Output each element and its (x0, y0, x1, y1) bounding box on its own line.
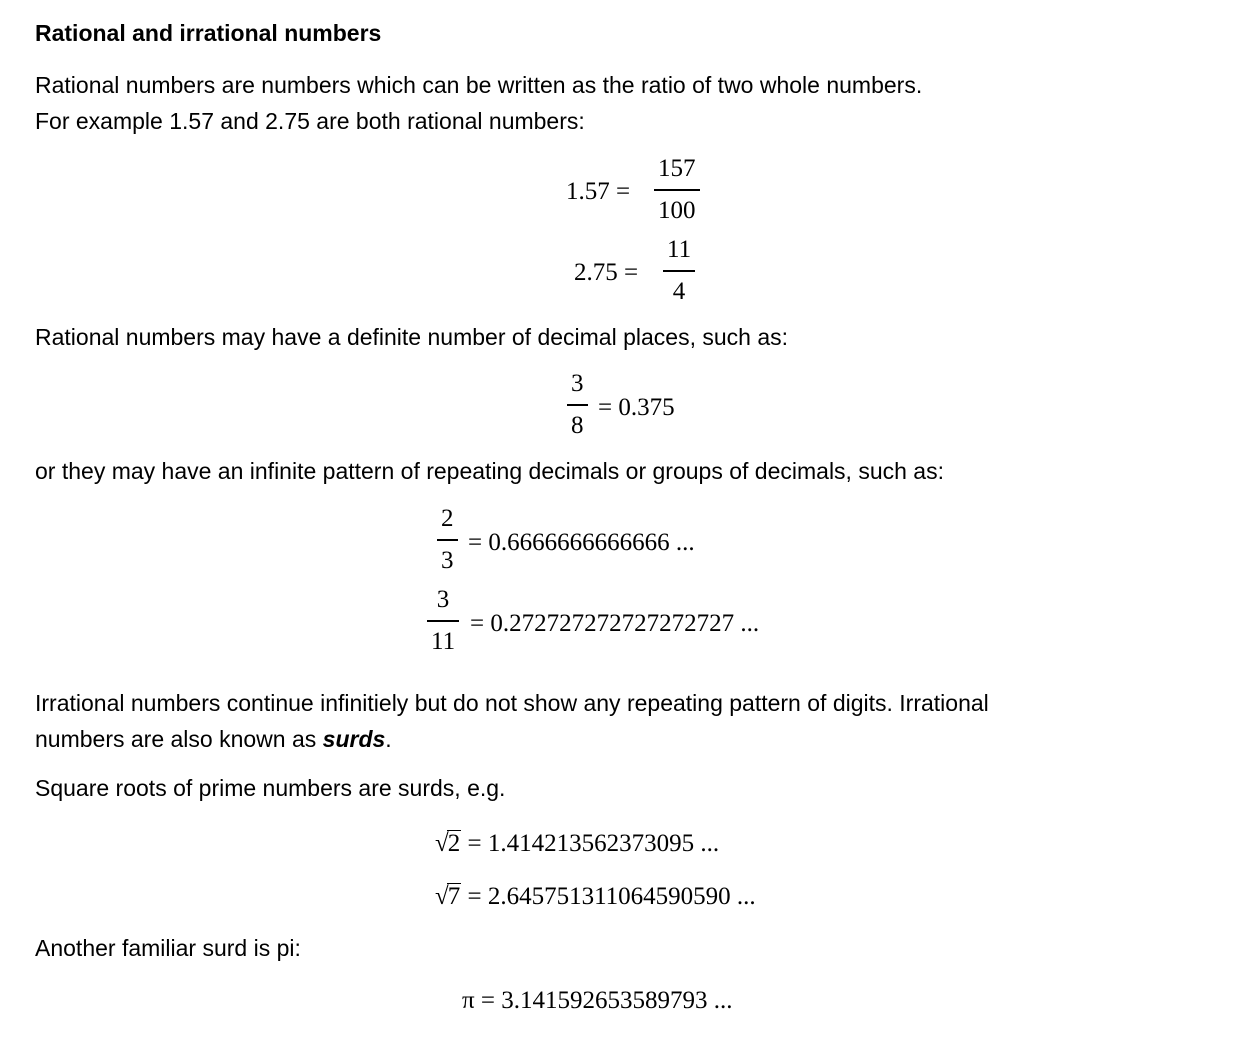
paragraph (35, 725, 392, 753)
fraction (663, 236, 695, 306)
denominator: 100 (658, 196, 696, 224)
denominator: 4 (672, 277, 686, 305)
fraction (567, 370, 588, 440)
paragraph: Square roots of prime numbers are surds, e.g. (35, 775, 506, 801)
radicand: 2 (447, 830, 461, 857)
numerator: 2 (441, 505, 454, 532)
denominator: 3 (441, 546, 454, 574)
radicand: 7 (447, 883, 461, 910)
equation-rhs: = 0.272727272727272727 ... (470, 610, 760, 637)
text: numbers are also known as (35, 726, 323, 752)
paragraph: or they may have an infinite pattern of repeating decimals or groups of decimals, such as: (35, 458, 944, 484)
equation-rhs: = 1.414213562373095 ... (461, 830, 720, 857)
fraction-bar (437, 539, 458, 541)
equation-sqrt2: √2 = 1.414213562373095 ... (435, 830, 720, 857)
equation-rhs: = 0.6666666666666 ... (468, 529, 695, 556)
fraction (654, 155, 700, 225)
fraction (427, 586, 459, 656)
fraction-bar (567, 404, 588, 406)
paragraph: Rational numbers may have a definite number of decimal places, such as: (35, 324, 789, 350)
fraction-bar (427, 620, 459, 622)
paragraph: Another familiar surd is pi: (35, 935, 301, 961)
equation-rhs: = 0.375 (598, 394, 675, 421)
equation-pi: π = 3.141592653589793 ... (462, 987, 733, 1014)
fraction (437, 505, 458, 575)
paragraph: For example 1.57 and 2.75 are both rational numbers: (35, 108, 585, 134)
heading: Rational and irrational numbers (35, 20, 382, 46)
numerator: 3 (571, 370, 584, 397)
equation-lhs: 1.57 = (566, 178, 631, 205)
equation-sqrt7: √7 = 2.645751311064590590 ... (435, 883, 756, 910)
emphasis-surds: surds (322, 726, 386, 752)
text: . (385, 726, 392, 752)
numerator: 3 (436, 586, 450, 613)
denominator: 8 (571, 411, 584, 439)
fraction-bar (663, 270, 695, 272)
equation-rhs: = 2.645751311064590590 ... (461, 883, 756, 910)
equation-lhs: 2.75 = (574, 259, 639, 286)
fraction-bar (654, 189, 700, 191)
paragraph: Rational numbers are numbers which can be written as the ratio of two whole numbers. (35, 72, 923, 98)
numerator: 11 (667, 236, 692, 263)
numerator: 157 (658, 155, 696, 182)
denominator: 11 (431, 627, 456, 655)
paragraph: Irrational numbers continue infinitiely but do not show any repeating pattern of digits. Irrational (35, 690, 989, 716)
